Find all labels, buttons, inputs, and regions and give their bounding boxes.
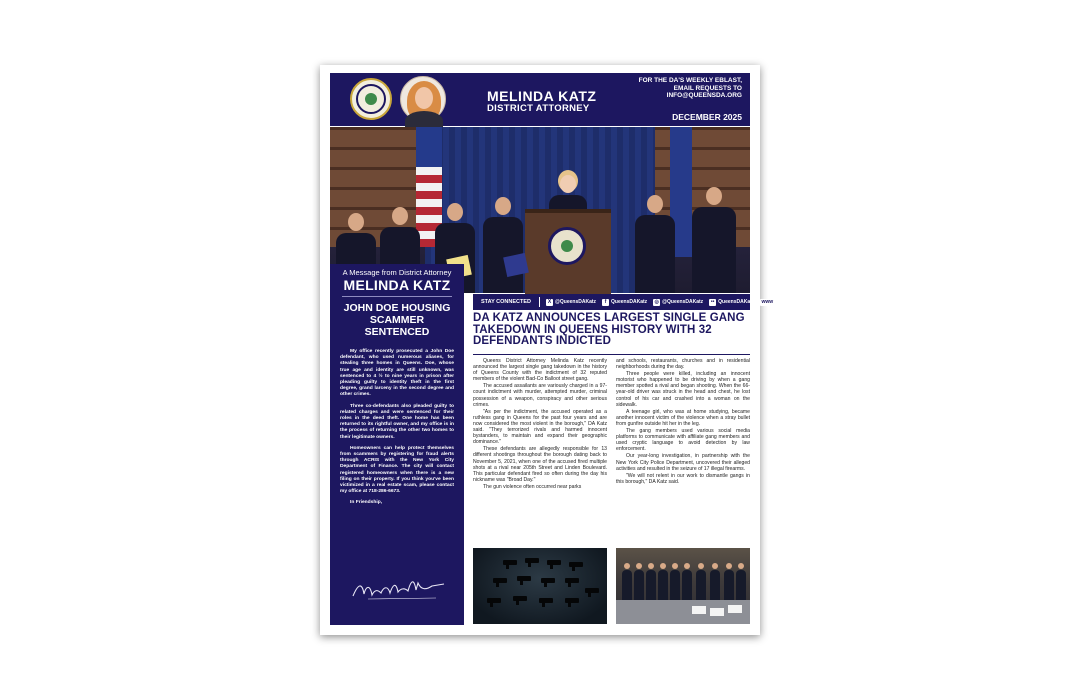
firearm-icon [541, 578, 555, 583]
article-headline: DA KATZ ANNOUNCES LARGEST SINGLE GANG TAKEDOWN IN QUEENS HISTORY WITH 32 DEFENDANTS INDICTED [473, 312, 745, 347]
social-x[interactable] [546, 299, 596, 306]
person [696, 570, 706, 604]
da-message-sidebar [330, 264, 464, 625]
podium [525, 209, 611, 297]
social-handle: QueensDAKatz [611, 299, 648, 305]
press-event-photo [616, 548, 750, 624]
evidence-card [728, 605, 742, 613]
header-name: MELINDA KATZ [487, 88, 597, 104]
person [635, 195, 675, 293]
article-paragraph: The gang members used various social media platforms to communicate with affiliate gang members and used cryptic language to avoid detection by law enforcement. [616, 428, 750, 453]
firearm-icon [513, 596, 527, 601]
eblast-note: FOR THE DA'S WEEKLY EBLAST, EMAIL REQUESTS TO INFO@QUEENSDA.ORG [638, 77, 742, 100]
social-handle: @QueensDAKatz [555, 299, 597, 305]
firearm-icon [565, 598, 579, 603]
article-column-2 [616, 358, 750, 486]
sidebar-closing: In Friendship, [350, 500, 383, 506]
person [692, 187, 736, 293]
header-role: DISTRICT ATTORNEY [487, 103, 590, 114]
article-paragraph: A teenage girl, who was at home studying, became another innocent victim of the violence when a stray bullet from gunfire outside hit her in the leg. [616, 408, 750, 427]
sidebar-paragraph: My office recently prosecuted a John Doe defendant, who used numerous aliases, for stealing three homes in Queens. Doe, whose true age and identity are still unknown, was sentenced to 4 ½ to nine years in prison after pleading guilty to identity theft in the first degree, grand larceny in the second degree and other crimes. [340, 349, 454, 398]
social-bar [473, 294, 810, 310]
person-speaker [549, 175, 587, 209]
firearm-icon [547, 560, 561, 565]
flickr-icon: •• [710, 298, 715, 305]
firearm-icon [517, 576, 531, 581]
article-paragraph: "As per the indictment, the accused operated as a ruthless gang in Queens for the past four years and are now considered the most violent in the borough," DA Katz said. "They terrorized rivals and harmed innocent bystanders, to maintain and expand their geographic dominance." [473, 408, 607, 446]
district-attorney-seal-icon [350, 78, 392, 120]
article-paragraph: These defendants are allegedly responsible for 13 different shootings throughout the borough dating back to November 5, 2021, when one of the accused fired multiple shots at a rival near 205th Street and Linden Boulevard. This particular defendant fired so often during the day his nickname was "Broad Day." [473, 446, 607, 483]
evidence-card [692, 606, 706, 614]
person [483, 197, 523, 293]
person [634, 570, 644, 604]
firearm-icon [525, 558, 539, 563]
sidebar-intro: A Message from District Attorney [342, 268, 452, 277]
evidence-card [710, 608, 724, 616]
social-website[interactable] [760, 299, 809, 306]
social-handle: @QueensDAKatz [662, 299, 704, 305]
article-paragraph: "We will not relent in our work to dismantle gangs in this borough," DA Katz said. [616, 472, 750, 485]
article-paragraph: The accused assailants are variously charged in a 97-count indictment with murder, attempted murder, criminal possession of a weapon, conspiracy and other serious crimes. [473, 383, 607, 408]
article-paragraph: The gun violence often occurred near parks [483, 483, 582, 490]
signature-image [348, 574, 448, 604]
firearm-icon [585, 588, 599, 593]
firearm-icon [503, 560, 517, 565]
x-icon: X [547, 298, 552, 305]
article-paragraph: Three people were killed, including an innocent motorist who happened to be driving by when a gang member spotted a rival and began shooting. When the 66-year-old driver was struck in the head and chest, he lost control of his car and crashed into a woman on the sidewalk. [616, 371, 750, 408]
stay-connected-label: STAY CONNECTED [473, 297, 540, 307]
article-column-1 [473, 358, 607, 491]
header-banner [330, 73, 750, 126]
instagram-icon: ◎ [654, 298, 659, 305]
person [670, 570, 680, 604]
person [682, 570, 692, 604]
sidebar-body [340, 349, 454, 512]
social-facebook[interactable] [602, 299, 647, 306]
article-paragraph: and schools, restaurants, churches and in residential neighborhoods during the day. [616, 358, 750, 371]
person [646, 570, 656, 604]
seized-firearms-photo [473, 548, 607, 624]
sidebar-paragraph: Three co-defendants also pleaded guilty to related charges and were sentenced for their roles in the deed theft. One home has been returned to its rightful owner, and my office is in the process of returning the other two homes to their legitimate owners. [340, 403, 454, 440]
social-handle: queensda.org [776, 299, 810, 305]
person [622, 570, 632, 604]
person [658, 570, 668, 604]
divider [473, 354, 750, 355]
divider [342, 296, 452, 297]
facebook-icon: f [602, 299, 609, 306]
da-portrait [400, 76, 446, 122]
sidebar-headline: JOHN DOE HOUSING SCAMMER SENTENCED [343, 302, 451, 338]
newsletter-content [330, 73, 810, 625]
firearm-icon [565, 578, 579, 583]
article-paragraph: Our year-long investigation, in partnership with the New York City Police Department, uncovered their alleged activities and resulted in the seizure of 17 illegal firearms. [616, 453, 750, 472]
person [724, 570, 734, 604]
firearm-icon [569, 562, 583, 567]
firearm-icon [539, 598, 553, 603]
social-handle: QueensDAKatz [718, 299, 755, 305]
social-flickr[interactable] [709, 299, 754, 306]
article-paragraph: Queens District Attorney Melinda Katz recently announced the largest single gang takedown in the history of Queens County with the indictment of 32 reputed members of the violent Bad-Co Balloot street gang. [473, 358, 607, 383]
person [736, 570, 746, 604]
firearm-icon [487, 598, 501, 603]
issue-date: DECEMBER 2025 [672, 112, 742, 122]
sidebar-name: MELINDA KATZ [343, 277, 451, 293]
person [710, 570, 720, 604]
web-icon: www [761, 298, 774, 305]
podium-seal-icon [548, 227, 586, 265]
social-instagram[interactable] [653, 299, 703, 306]
firearm-icon [493, 578, 507, 583]
sidebar-paragraph: Homeowners can help protect themselves from scammers by registering for fraud alerts through ACRIS with the New York City Department of Finance. The city will contact registered homeowners when there is a new filing on their property. If you think you've been victimized in a real estate scam, please contact my office at 718-286-6673. [340, 445, 454, 495]
